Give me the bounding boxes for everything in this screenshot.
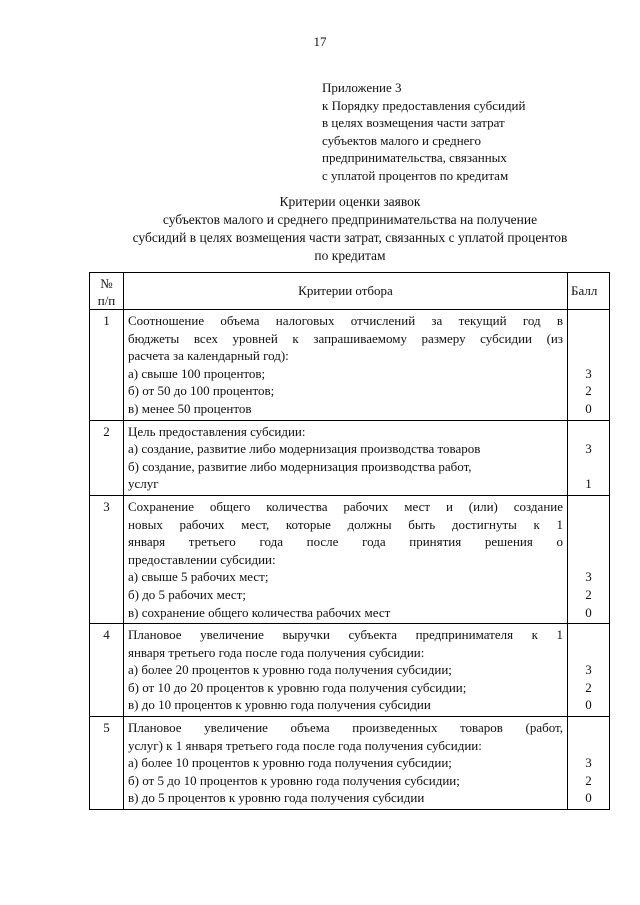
table-row	[90, 495, 610, 623]
page-number: 17	[313, 34, 327, 49]
points-cell	[568, 717, 610, 810]
criteria-line: бюджеты всех уровней к запрашиваемому размеру субсидии (из	[128, 330, 563, 346]
criteria-line: Соотношение объема налоговых отчислений за текущий год в	[128, 313, 563, 328]
criteria-line: б) создание, развитие либо модернизация производства работ,	[128, 458, 472, 474]
criteria-line: января третьего года после года принятия решения о	[128, 534, 563, 550]
points-value: 2	[585, 586, 592, 602]
appendix-header	[322, 79, 622, 184]
points-cell	[568, 495, 610, 623]
points-value	[568, 644, 609, 662]
criteria-line: б) от 5 до 10 процентов к уровню года получения субсидии;	[128, 772, 460, 788]
appendix-line: в целях возмещения части затрат	[322, 115, 505, 130]
points-value	[568, 626, 609, 644]
criteria-line: а) свыше 5 рабочих мест;	[128, 569, 269, 585]
points-value	[568, 458, 609, 476]
row-number: 3	[90, 495, 124, 623]
points-value	[568, 516, 609, 534]
criteria-line: расчета за календарный год):	[128, 348, 289, 364]
points-value: 2	[585, 383, 592, 399]
points-value	[568, 423, 609, 441]
row-number: 2	[90, 420, 124, 495]
appendix-line: с уплатой процентов по кредитам	[322, 167, 509, 183]
points-value: 3	[585, 569, 592, 585]
points-value	[568, 737, 609, 755]
criteria-line: Сохранение общего количества рабочих мест и (или) создание	[128, 498, 563, 514]
points-value: 0	[585, 400, 592, 416]
points-value: 0	[585, 604, 592, 620]
table-row	[90, 624, 610, 717]
criteria-table	[89, 272, 610, 810]
title-line: Критерии оценки заявок	[279, 194, 421, 209]
points-value: 3	[585, 441, 592, 457]
points-value	[568, 533, 609, 551]
header-criteria: Критерии отбора	[124, 273, 568, 310]
points-value	[568, 719, 609, 737]
criteria-line: Плановое увеличение выручки субъекта предпринимателя к 1	[128, 627, 563, 643]
criteria-line: Цель предоставления субсидии:	[128, 423, 306, 439]
points-value: 3	[585, 662, 592, 678]
title-line: субсидий в целях возмещения части затрат, связанных с уплатой процентов	[132, 230, 568, 245]
criteria-line: января третьего года после года получения субсидии:	[128, 644, 425, 660]
appendix-line: субъектов малого и среднего	[322, 132, 481, 148]
criteria-line: б) от 10 до 20 процентов к уровню года получения субсидии;	[128, 679, 467, 695]
criteria-line: в) до 5 процентов к уровню года получения субсидии	[128, 790, 425, 806]
header-number	[90, 273, 124, 310]
criteria-line: услуг	[128, 476, 159, 492]
criteria-cell	[124, 310, 568, 421]
points-value: 3	[585, 365, 592, 381]
criteria-cell	[124, 624, 568, 717]
table-row	[90, 310, 610, 421]
document-title	[90, 193, 610, 265]
criteria-cell	[124, 717, 568, 810]
points-value: 3	[585, 755, 592, 771]
row-number: 4	[90, 624, 124, 717]
criteria-line: Плановое увеличение объема произведенных товаров (работ,	[128, 720, 563, 736]
criteria-line: предоставлении субсидии:	[128, 551, 276, 567]
points-value: 0	[585, 790, 592, 806]
criteria-cell	[124, 420, 568, 495]
points-value	[568, 312, 609, 330]
points-value	[568, 330, 609, 348]
criteria-line: б) от 50 до 100 процентов;	[128, 383, 275, 399]
criteria-line: а) свыше 100 процентов;	[128, 365, 266, 381]
points-value	[568, 347, 609, 365]
criteria-cell	[124, 495, 568, 623]
points-cell	[568, 624, 610, 717]
table-row	[90, 717, 610, 810]
appendix-line: предпринимательства, связанных	[322, 150, 507, 165]
criteria-line: б) до 5 рабочих мест;	[128, 586, 246, 602]
points-value: 2	[585, 772, 592, 788]
criteria-line: в) до 10 процентов к уровню года получения субсидии	[128, 697, 431, 713]
table-row	[90, 420, 610, 495]
table-header-row	[90, 273, 610, 310]
criteria-line: в) менее 50 процентов	[128, 400, 252, 416]
points-value: 1	[585, 476, 592, 492]
row-number: 5	[90, 717, 124, 810]
header-number-line1: №	[100, 276, 113, 291]
points-value	[568, 498, 609, 516]
points-value	[568, 551, 609, 569]
points-value: 0	[585, 697, 592, 713]
criteria-line: в) сохранение общего количества рабочих мест	[128, 604, 391, 620]
points-value: 2	[585, 679, 592, 695]
appendix-line: Приложение 3	[322, 80, 402, 95]
row-number: 1	[90, 310, 124, 421]
criteria-line: новых рабочих мест, которые должны быть достигнуты к 1	[128, 516, 563, 532]
points-cell	[568, 420, 610, 495]
appendix-line: к Порядку предоставления субсидий	[322, 97, 526, 113]
criteria-line: а) более 20 процентов к уровню года получения субсидии;	[128, 662, 452, 678]
title-line: субъектов малого и среднего предпринимательства на получение	[162, 212, 538, 227]
title-line: по кредитам	[314, 248, 386, 263]
criteria-line: а) более 10 процентов к уровню года получения субсидии;	[128, 755, 452, 771]
header-points: Балл	[568, 273, 610, 310]
criteria-line: услуг) к 1 января третьего года после года получения субсидии:	[128, 737, 482, 753]
criteria-line: а) создание, развитие либо модернизация производства товаров	[128, 441, 481, 457]
points-cell	[568, 310, 610, 421]
header-number-line2: п/п	[97, 293, 116, 308]
